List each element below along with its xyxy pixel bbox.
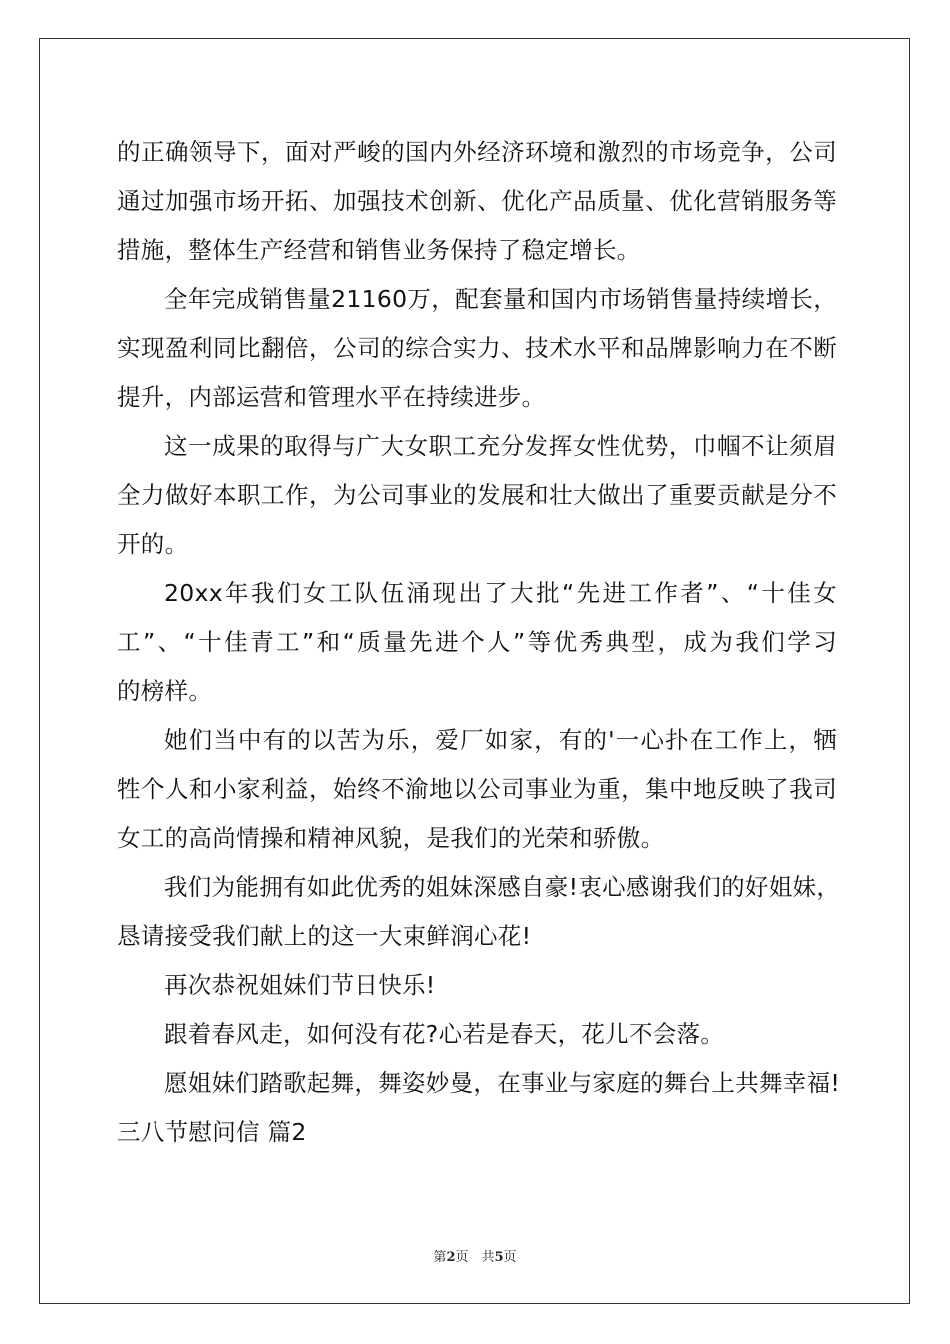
text-line: 通过加强市场开拓、加强技术创新、优化产品质量、优化营销服务等: [117, 187, 837, 215]
paragraph-start: 跟着春风走，如何没有花?心若是春天，花儿不会落。: [164, 1020, 725, 1048]
text-line: 恳请接受我们献上的这一大束鲜润心花!: [117, 922, 532, 950]
text-line: 工”、“十佳青工”和“质量先进个人”等优秀典型，成为我们学习: [117, 628, 837, 656]
page-footer: [0, 1246, 950, 1265]
footer-prefix: 第: [433, 1250, 447, 1265]
paragraph-start: 她们当中有的以苦为乐，爱厂如家，有的'一心扑在工作上，牺: [164, 726, 837, 754]
text-line: 的榜样。: [117, 677, 213, 705]
footer-mid: 页 共: [455, 1250, 495, 1265]
section-heading: 三八节慰问信 篇2: [117, 1118, 307, 1146]
text-line: 全力做好本职工作，为公司事业的发展和壮大做出了重要贡献是分不: [117, 481, 837, 509]
document-body: [117, 128, 841, 1157]
paragraph-start: 再次恭祝姐妹们节日快乐!: [164, 971, 436, 999]
paragraph-start: 20xx年我们女工队伍涌现出了大批“先进工作者”、“十佳女: [164, 579, 837, 607]
paragraph-start: 愿姐妹们踏歌起舞，舞姿妙曼，在事业与家庭的舞台上共舞幸福!: [164, 1069, 841, 1097]
total-pages-number: 5: [494, 1250, 504, 1265]
text-line: 措施，整体生产经营和销售业务保持了稳定增长。: [117, 236, 641, 264]
text-line: 提升，内部运营和管理水平在持续进步。: [117, 383, 546, 411]
text-line: 牲个人和小家利益，始终不渝地以公司事业为重，集中地反映了我司: [117, 775, 837, 803]
paragraph-start: 全年完成销售量21160万，配套量和国内市场销售量持续增长，: [164, 285, 837, 313]
text-line: 的正确领导下，面对严峻的国内外经济环境和激烈的市场竞争，公司: [117, 138, 837, 166]
paragraph-start: 我们为能拥有如此优秀的姐妹深感自豪!衷心感谢我们的好姐妹，: [164, 873, 841, 901]
text-line: 实现盈利同比翻倍，公司的综合实力、技术水平和品牌影响力在不断: [117, 334, 837, 362]
current-page-number: 2: [446, 1250, 456, 1265]
text-line: 开的。: [117, 530, 189, 558]
paragraph-start: 这一成果的取得与广大女职工充分发挥女性优势，巾帼不让须眉: [164, 432, 837, 460]
footer-suffix: 页: [503, 1250, 517, 1265]
text-line: 女工的高尚情操和精神风貌，是我们的光荣和骄傲。: [117, 824, 665, 852]
